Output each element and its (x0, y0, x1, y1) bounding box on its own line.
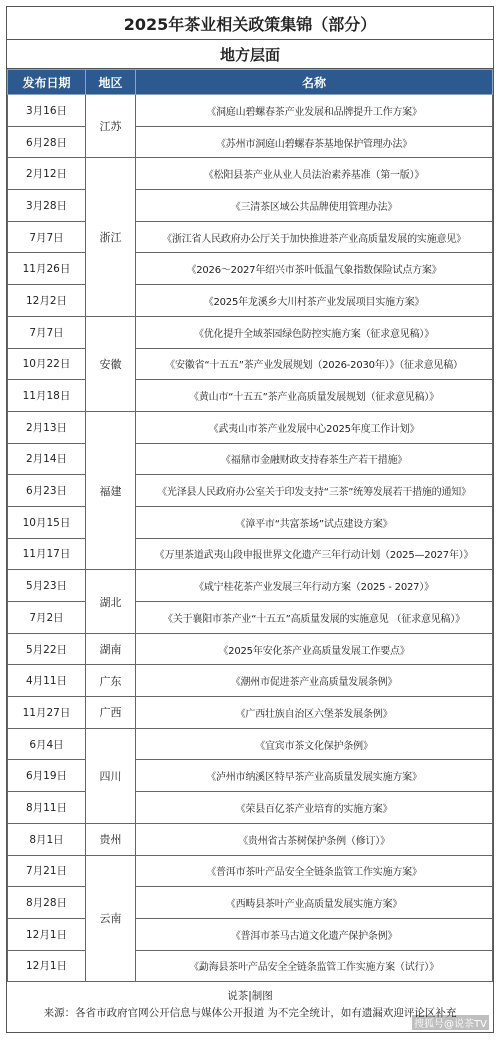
cell-date: 5月22日 (8, 633, 86, 665)
cell-policy-name: 《福鼎市金融财政支持春茶生产若干措施》 (136, 443, 493, 475)
cell-policy-name: 《浙江省人民政府办公厅关于加快推进茶产业高质量发展的实施意见》 (136, 221, 493, 253)
cell-policy-name: 《宜宾市茶文化保护条例》 (136, 728, 493, 760)
cell-region: 云南 (86, 855, 136, 982)
column-header-name: 名称 (136, 70, 493, 95)
table-row (8, 475, 493, 507)
cell-policy-name: 《西畴县茶叶产业高质量发展实施方案》 (136, 887, 493, 919)
table-row (8, 823, 493, 855)
cell-policy-name: 《洞庭山碧螺春茶产业发展和品牌提升工作方案》 (136, 95, 493, 127)
cell-date: 5月23日 (8, 570, 86, 602)
table-row (8, 506, 493, 538)
cell-policy-name: 《咸宁桂花茶产业发展三年行动方案（2025 - 2027）》 (136, 570, 493, 602)
cell-date: 11月18日 (8, 380, 86, 412)
cell-region: 湖南 (86, 633, 136, 665)
cell-date: 12月2日 (8, 285, 86, 317)
cell-date: 2月14日 (8, 443, 86, 475)
table-header-row (8, 70, 493, 95)
cell-date: 7月7日 (8, 221, 86, 253)
table-row (8, 411, 493, 443)
table-row (8, 253, 493, 285)
table-row (8, 221, 493, 253)
cell-policy-name: 《勐海县茶叶产品安全全链条监管工作实施方案（试行）》 (136, 950, 493, 982)
cell-policy-name: 《荣县百亿茶产业培育的实施方案》 (136, 792, 493, 824)
table-row (8, 443, 493, 475)
table-row (8, 538, 493, 570)
cell-region: 湖北 (86, 570, 136, 633)
table-row (8, 316, 493, 348)
cell-date: 10月22日 (8, 348, 86, 380)
cell-date: 6月23日 (8, 475, 86, 507)
cell-policy-name: 《广西壮族自治区六堡茶发展条例》 (136, 697, 493, 729)
table-row (8, 792, 493, 824)
table-row (8, 918, 493, 950)
cell-region: 广西 (86, 697, 136, 729)
cell-date: 8月28日 (8, 887, 86, 919)
cell-policy-name: 《泸州市纳溪区特早茶产业高质量发展实施方案》 (136, 760, 493, 792)
cell-date: 2月12日 (8, 158, 86, 190)
cell-date: 7月7日 (8, 316, 86, 348)
table-row (8, 602, 493, 634)
cell-date: 2月13日 (8, 411, 86, 443)
cell-policy-name: 《漳平市“共富茶场”试点建设方案》 (136, 506, 493, 538)
table-row (8, 633, 493, 665)
cell-date: 4月11日 (8, 665, 86, 697)
cell-date: 7月2日 (8, 602, 86, 634)
cell-policy-name: 《武夷山市茶产业发展中心2025年度工作计划》 (136, 411, 493, 443)
cell-policy-name: 《2026～2027年绍兴市茶叶低温气象指数保险试点方案》 (136, 253, 493, 285)
table-row (8, 570, 493, 602)
footer-credit: 说茶|制图 (227, 990, 273, 1003)
policy-sheet (6, 6, 494, 1033)
table-row (8, 380, 493, 412)
cell-policy-name: 《光泽县人民政府办公室关于印发支持“三茶”统筹发展若干措施的通知》 (136, 475, 493, 507)
cell-date: 12月1日 (8, 950, 86, 982)
cell-region: 江苏 (86, 95, 136, 158)
table-row (8, 126, 493, 158)
cell-policy-name: 《关于襄阳市茶产业“十五五”高质量发展的实施意见 （征求意见稿）》 (136, 602, 493, 634)
cell-region: 广东 (86, 665, 136, 697)
cell-date: 3月28日 (8, 190, 86, 222)
cell-region: 贵州 (86, 823, 136, 855)
cell-policy-name: 《安徽省“十五五”茶产业发展规划（2026-2030年）》（征求意见稿） (136, 348, 493, 380)
cell-policy-name: 《贵州省古茶树保护条例（修订）》 (136, 823, 493, 855)
cell-policy-name: 《2025年安化茶产业高质量发展工作要点》 (136, 633, 493, 665)
cell-date: 3月16日 (8, 95, 86, 127)
table-row (8, 950, 493, 982)
cell-date: 8月11日 (8, 792, 86, 824)
table-row (8, 158, 493, 190)
cell-policy-name: 《黄山市“十五五”茶产业高质量发展规划（征求意见稿）》 (136, 380, 493, 412)
cell-date: 6月4日 (8, 728, 86, 760)
cell-date: 11月17日 (8, 538, 86, 570)
column-header-date: 发布日期 (8, 70, 86, 95)
cell-policy-name: 《潮州市促进茶产业高质量发展条例》 (136, 665, 493, 697)
cell-policy-name: 《苏州市洞庭山碧螺春茶基地保护管理办法》 (136, 126, 493, 158)
section-subtitle: 地方层面 (7, 40, 493, 69)
cell-date: 12月1日 (8, 918, 86, 950)
page-title: 2025年茶业相关政策集锦（部分） (7, 7, 493, 40)
column-header-region: 地区 (86, 70, 136, 95)
policy-table (7, 69, 493, 982)
cell-date: 10月15日 (8, 506, 86, 538)
footer-source: 来源：各省市政府官网公开信息与媒体公开报道 为不完全统计，如有遗漏欢迎评论区补充 (43, 1007, 457, 1020)
cell-date: 6月28日 (8, 126, 86, 158)
cell-region: 安徽 (86, 316, 136, 411)
table-body (8, 95, 493, 982)
table-row (8, 348, 493, 380)
cell-region: 四川 (86, 728, 136, 823)
cell-date: 11月27日 (8, 697, 86, 729)
cell-policy-name: 《万里茶道武夷山段申报世界文化遗产三年行动计划（2025—2027年）》 (136, 538, 493, 570)
cell-policy-name: 《松阳县茶产业从业人员法治素养基准（第一版）》 (136, 158, 493, 190)
table-row (8, 697, 493, 729)
cell-region: 浙江 (86, 158, 136, 316)
cell-date: 7月21日 (8, 855, 86, 887)
table-row (8, 855, 493, 887)
cell-date: 8月1日 (8, 823, 86, 855)
cell-policy-name: 《普洱市茶马古道文化遗产保护条例》 (136, 918, 493, 950)
watermark: 搜狐号@说茶TV (412, 1015, 489, 1030)
cell-policy-name: 《普洱市茶叶产品安全全链条监管工作实施方案》 (136, 855, 493, 887)
cell-policy-name: 《2025年龙溪乡大川村茶产业发展项目实施方案》 (136, 285, 493, 317)
cell-date: 11月26日 (8, 253, 86, 285)
cell-policy-name: 《优化提升全域茶园绿色防控实施方案（征求意见稿）》 (136, 316, 493, 348)
cell-date: 6月19日 (8, 760, 86, 792)
table-row (8, 887, 493, 919)
table-row (8, 190, 493, 222)
table-row (8, 760, 493, 792)
table-row (8, 665, 493, 697)
table-row (8, 285, 493, 317)
table-row (8, 95, 493, 127)
table-row (8, 728, 493, 760)
cell-policy-name: 《三清茶区域公共品牌使用管理办法》 (136, 190, 493, 222)
cell-region: 福建 (86, 411, 136, 569)
